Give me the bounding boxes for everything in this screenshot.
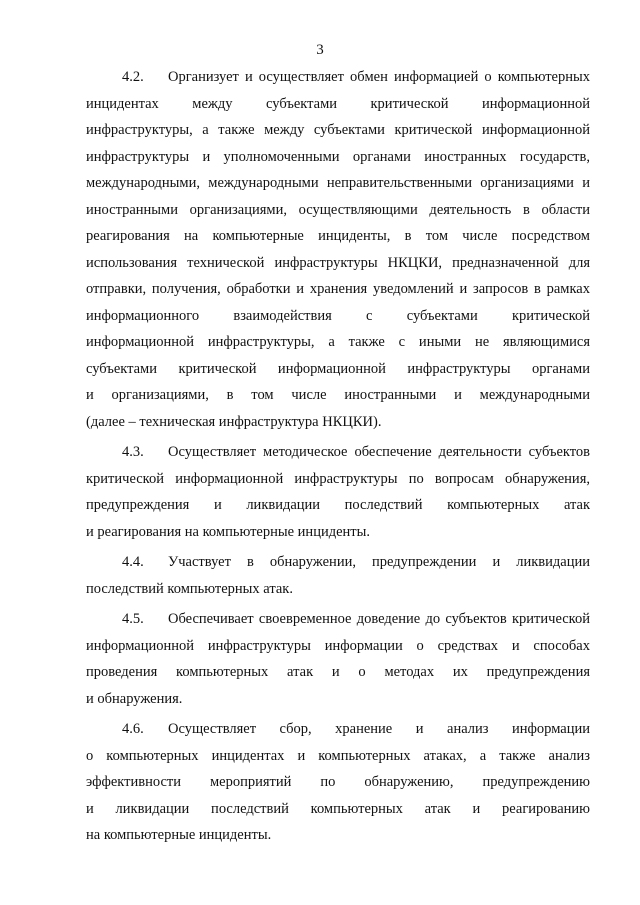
- text-line: [86, 633, 590, 660]
- line-text: отправки, получения, обработки и хранения уведомлений и запросов в рамках: [86, 281, 590, 297]
- text-line: [86, 492, 590, 519]
- text-line: [86, 223, 590, 250]
- text-line: [86, 329, 590, 356]
- text-line: [86, 250, 590, 277]
- line-text: предупреждения и ликвидации последствий компьютерных атак: [86, 497, 590, 513]
- text-line: [86, 743, 590, 770]
- line-text: информационного взаимодействия с субъектами критической: [86, 307, 590, 324]
- text-line: [86, 659, 590, 686]
- line-text: инцидентах между субъектами критической информационной: [86, 95, 590, 112]
- line-text: информационной инфраструктуры информации о средствах и способах: [86, 637, 590, 654]
- line-text: Обеспечивает своевременное доведение до субъектов критической: [168, 611, 590, 627]
- text-line: [86, 549, 590, 576]
- line-text: и организациями, в том числе иностранными и международными: [86, 387, 590, 403]
- line-text: иностранными организациями, осуществляющими деятельность в области: [86, 201, 590, 218]
- line-text: субъектами критической информационной инфраструктуры органами: [86, 360, 590, 377]
- text-line: [86, 303, 590, 330]
- text-line: [86, 356, 590, 383]
- line-text: реагирования на компьютерные инциденты, в том числе посредством: [86, 228, 590, 244]
- line-text: (далее – техническая инфраструктура НКЦКИ).: [86, 413, 382, 430]
- line-text: инфраструктуры, а также между субъектами критической информационной: [86, 122, 590, 138]
- line-text: эффективности мероприятий по обнаружению, предупреждению: [86, 774, 590, 790]
- line-text: Участвует в обнаружении, предупреждении и ликвидации: [168, 554, 590, 570]
- paragraph-number: 4.4.: [122, 554, 144, 570]
- text-line: [86, 197, 590, 224]
- line-text: критической информационной инфраструктуры по вопросам обнаружения,: [86, 470, 590, 487]
- line-text: и обнаружения.: [86, 690, 183, 707]
- paragraph-number: 4.2.: [122, 69, 144, 85]
- line-text: Осуществляет методическое обеспечение деятельности субъектов: [168, 444, 590, 460]
- line-text: инфраструктуры и уполномоченными органами иностранных государств,: [86, 148, 590, 165]
- text-line: [86, 822, 590, 849]
- document-body: [86, 64, 590, 853]
- text-line: [86, 170, 590, 197]
- line-text: и ликвидации последствий компьютерных атак и реагированию: [86, 800, 590, 817]
- text-line: [86, 276, 590, 303]
- paragraph-4-5: [86, 606, 590, 712]
- text-line: [86, 519, 590, 546]
- text-line: [86, 796, 590, 823]
- page-number: 3: [316, 42, 324, 58]
- text-line: [86, 439, 590, 466]
- text-line: [86, 716, 590, 743]
- text-line: [86, 91, 590, 118]
- line-text: международными, международными неправительственными организациями и: [86, 175, 590, 191]
- paragraph-number: 4.6.: [122, 721, 144, 737]
- line-text: проведения компьютерных атак и о методах их предупреждения: [86, 664, 590, 680]
- line-text: последствий компьютерных атак.: [86, 580, 293, 597]
- line-text: на компьютерные инциденты.: [86, 827, 272, 843]
- text-line: [86, 382, 590, 409]
- text-line: [86, 606, 590, 633]
- text-line: [86, 466, 590, 493]
- line-text: информационной инфраструктуры, а также с иными не являющимися: [86, 334, 590, 350]
- paragraph-4-3: [86, 439, 590, 545]
- paragraph-4-4: [86, 549, 590, 602]
- line-text: использования технической инфраструктуры НКЦКИ, предназначенной для: [86, 254, 590, 271]
- paragraph-number: 4.5.: [122, 611, 144, 627]
- line-text: Организует и осуществляет обмен информацией о компьютерных: [168, 69, 590, 85]
- text-line: [86, 117, 590, 144]
- text-line: [86, 409, 590, 436]
- paragraph-number: 4.3.: [122, 444, 144, 460]
- text-line: [86, 64, 590, 91]
- text-line: [86, 576, 590, 603]
- text-line: [86, 144, 590, 171]
- text-line: [86, 769, 590, 796]
- line-text: Осуществляет сбор, хранение и анализ информации: [168, 721, 590, 737]
- text-line: [86, 686, 590, 713]
- paragraph-4-6: [86, 716, 590, 849]
- line-text: и реагирования на компьютерные инциденты.: [86, 523, 370, 540]
- paragraph-4-2: [86, 64, 590, 435]
- line-text: о компьютерных инцидентах и компьютерных атаках, а также анализ: [86, 747, 590, 764]
